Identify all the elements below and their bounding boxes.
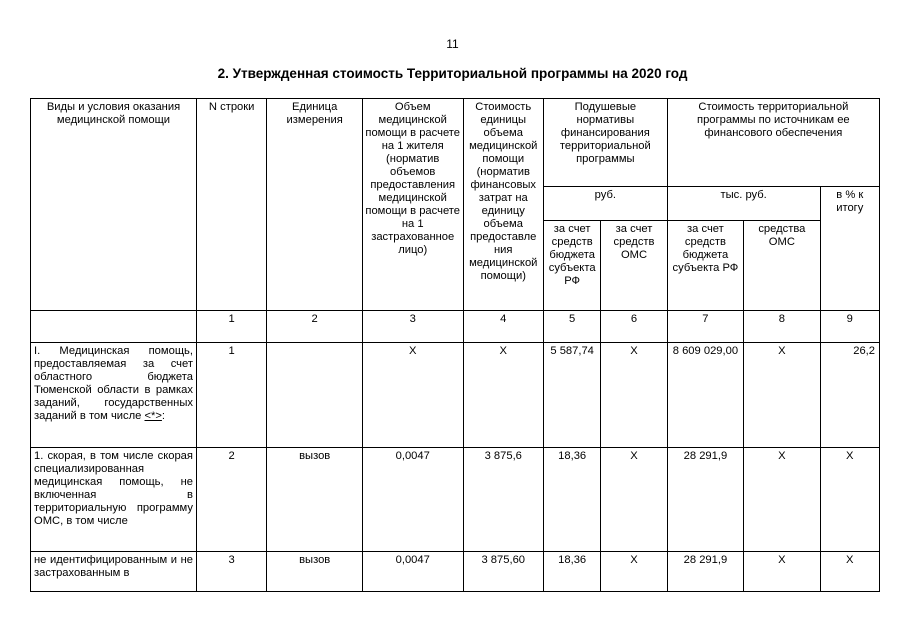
- col-num-4: 4: [463, 311, 543, 343]
- row-total-oms: X: [744, 343, 820, 448]
- col-num-2: 2: [267, 311, 363, 343]
- header-kind: Виды и условия оказания медицинской помощи: [31, 99, 197, 311]
- row-unit: [267, 343, 363, 448]
- header-oms-rub: за счет средств ОМС: [601, 221, 667, 311]
- col-num-3: 3: [362, 311, 463, 343]
- col-num-6: 6: [601, 311, 667, 343]
- row-name-suffix: :: [161, 410, 166, 422]
- row-total-budget: 28 291,9: [667, 448, 743, 552]
- header-per-capita-group: Подушевые нормативы финансирования территориальной программы: [543, 99, 667, 187]
- table-row: [31, 343, 880, 448]
- column-numbers-row: [31, 311, 880, 343]
- row-per-oms: X: [601, 448, 667, 552]
- header-percent: в % к итогу: [820, 187, 879, 311]
- header-row-1: [31, 99, 880, 187]
- header-rub: руб.: [543, 187, 667, 221]
- row-volume: 0,0047: [362, 552, 463, 592]
- col-num-8: 8: [744, 311, 820, 343]
- col-num-7: 7: [667, 311, 743, 343]
- row-pct: 26,2: [820, 343, 879, 448]
- row-per-oms: X: [601, 343, 667, 448]
- row-cost: 3 875,6: [463, 448, 543, 552]
- row-per-budget: 18,36: [543, 448, 600, 552]
- row-total-budget: 28 291,9: [667, 552, 743, 592]
- header-line-number: N строки: [196, 99, 266, 311]
- header-total-group: Стоимость территориальной программы по источникам ее финансового обеспечения: [667, 99, 879, 187]
- row-total-budget: 8 609 029,00: [667, 343, 743, 448]
- col-num-empty: [31, 311, 197, 343]
- header-volume: Объем медицинской помощи в расчете на 1 жителя (норматив объемов предоставления медицинской помощи в расчете на 1 застрахованное лицо): [362, 99, 463, 311]
- col-num-5: 5: [543, 311, 600, 343]
- footnote-link[interactable]: <*>: [144, 410, 162, 422]
- col-num-1: 1: [196, 311, 266, 343]
- header-budget-rub: за счет средств бюджета субъекта РФ: [543, 221, 600, 311]
- row-name: [31, 343, 197, 448]
- header-thous-rub: тыс. руб.: [667, 187, 820, 221]
- row-name: 1. скорая, в том числе скорая специализированная медицинская помощь, не включенная в территориальную программу ОМС, в том числе: [31, 448, 197, 552]
- row-unit: вызов: [267, 552, 363, 592]
- row-volume: 0,0047: [362, 448, 463, 552]
- header-unit: Единица измерения: [267, 99, 363, 311]
- header-unit-cost: Стоимость единицы объема медицинской помощи (норматив финансовых затрат на единицу объема предоставле ния медицинской помощи): [463, 99, 543, 311]
- col-num-9: 9: [820, 311, 879, 343]
- page-number: 11: [446, 37, 459, 51]
- header-budget-thous: за счет средств бюджета субъекта РФ: [667, 221, 743, 311]
- row-line: 2: [196, 448, 266, 552]
- row-pct: X: [820, 552, 879, 592]
- row-cost: 3 875,60: [463, 552, 543, 592]
- row-line: 1: [196, 343, 266, 448]
- document-title: 2. Утвержденная стоимость Территориальной программы на 2020 год: [217, 66, 688, 81]
- row-volume: X: [362, 343, 463, 448]
- header-oms-thous: средства ОМС: [744, 221, 820, 311]
- row-line: 3: [196, 552, 266, 592]
- row-unit: вызов: [267, 448, 363, 552]
- row-total-oms: X: [744, 552, 820, 592]
- table-row: [31, 448, 880, 552]
- row-total-oms: X: [744, 448, 820, 552]
- row-per-budget: 18,36: [543, 552, 600, 592]
- row-per-budget: 5 587,74: [543, 343, 600, 448]
- row-cost: X: [463, 343, 543, 448]
- row-per-oms: X: [601, 552, 667, 592]
- table-row: [31, 552, 880, 592]
- row-name-text: I. Медицинская помощь, предоставляемая за счет областного бюджета Тюменской области в рамках заданий, государственных заданий в том числе: [34, 345, 193, 422]
- row-name: не идентифицированным и не застрахованным в: [31, 552, 197, 592]
- row-pct: X: [820, 448, 879, 552]
- cost-table: [30, 98, 880, 592]
